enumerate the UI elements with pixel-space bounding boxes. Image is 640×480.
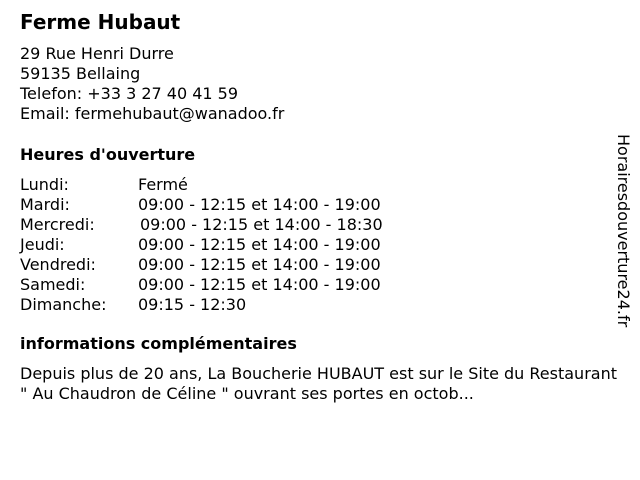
day-label: Samedi: (20, 275, 86, 294)
email-address: Email: fermehubaut@wanadoo.fr (20, 104, 285, 123)
business-name: Ferme Hubaut (20, 10, 181, 34)
day-label: Mercredi: (20, 215, 95, 234)
watermark-text: Horairesdouverture24.fr (614, 134, 633, 328)
time-value: 09:00 - 12:15 et 14:00 - 18:30 (140, 215, 383, 234)
contact-block (20, 44, 284, 124)
opening-hours-heading: Heures d'ouverture (20, 145, 196, 164)
time-value: 09:00 - 12:15 et 14:00 - 19:00 (138, 235, 381, 254)
phone-number: Telefon: +33 3 27 40 41 59 (20, 84, 239, 103)
day-label: Lundi: (20, 175, 69, 194)
city-postal-code: 59135 Bellaing (20, 64, 141, 83)
time-value: 09:00 - 12:15 et 14:00 - 19:00 (138, 255, 381, 274)
site-watermark (612, 134, 636, 370)
additional-info-heading: informations complémentaires (20, 334, 297, 353)
street-address: 29 Rue Henri Durre (20, 44, 174, 63)
day-label: Dimanche: (20, 295, 107, 314)
day-label: Jeudi: (20, 235, 65, 254)
time-value: 09:00 - 12:15 et 14:00 - 19:00 (138, 275, 381, 294)
day-label: Vendredi: (20, 255, 96, 274)
day-label: Mardi: (20, 195, 70, 214)
time-value: Fermé (138, 175, 188, 194)
time-value: 09:00 - 12:15 et 14:00 - 19:00 (138, 195, 381, 214)
additional-info-text: Depuis plus de 20 ans, La Boucherie HUBAUT est sur le Site du Restaurant " Au Chaudron de Céline " ouvrant ses portes en octob... (20, 364, 617, 403)
time-value: 09:15 - 12:30 (138, 295, 247, 314)
